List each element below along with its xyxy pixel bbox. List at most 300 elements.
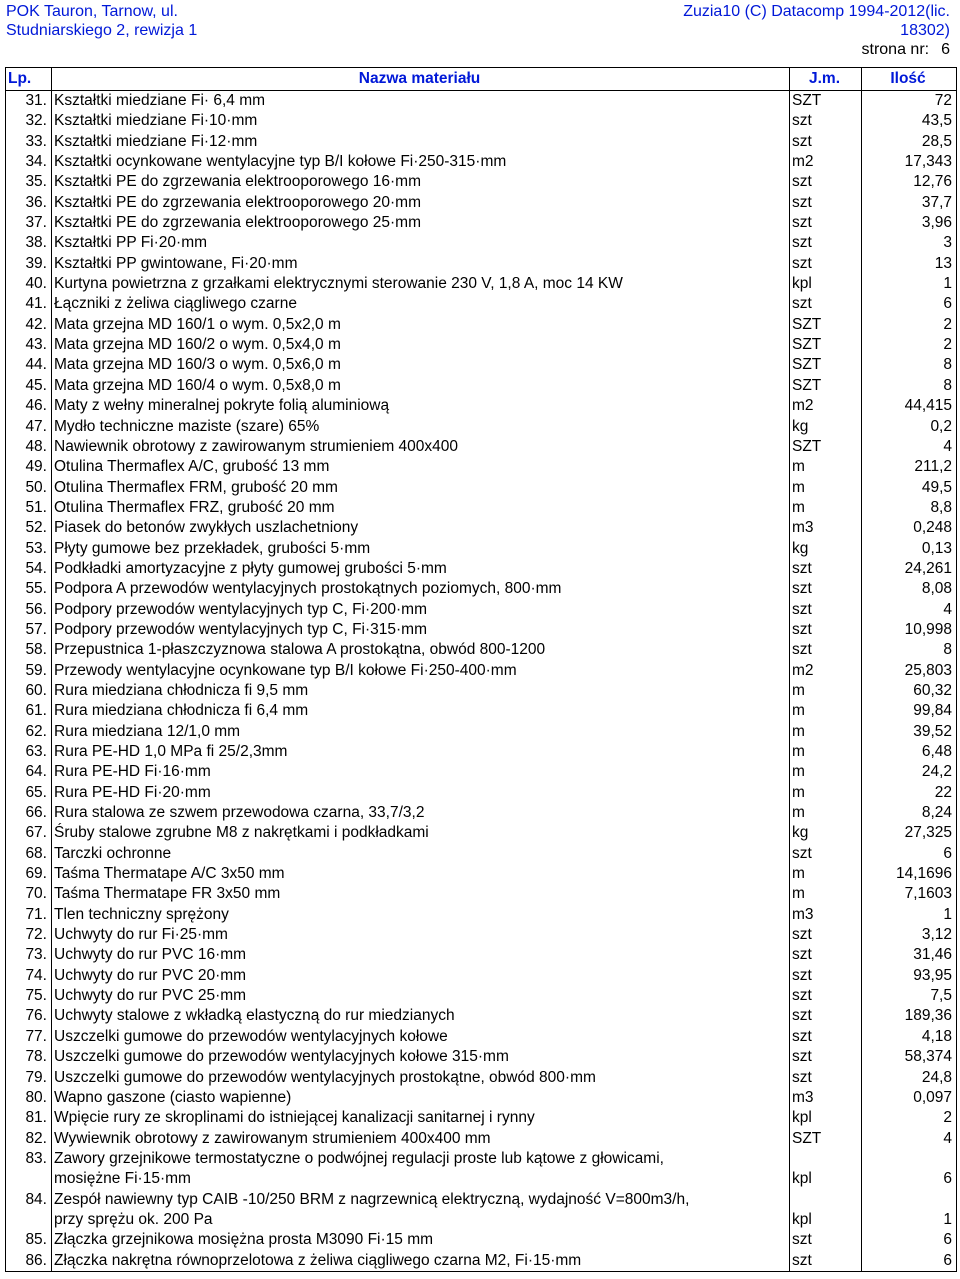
column-header-lp: Lp. bbox=[6, 68, 52, 91]
row-name: Wpięcie rury ze skroplinami do istniejącej kanalizacji sanitarnej i rynny bbox=[52, 1108, 790, 1128]
row-name: Otulina Thermaflex FRZ, grubość 20 mm bbox=[52, 498, 790, 518]
row-unit: szt bbox=[790, 1006, 862, 1026]
row-name: Kształtki PE do zgrzewania elektrooporowego 16·mm bbox=[52, 172, 790, 192]
row-name-continuation: przy sprężu ok. 200 Pa bbox=[52, 1210, 790, 1230]
row-name: Śruby stalowe zgrubne M8 z nakrętkami i podkładkami bbox=[52, 823, 790, 843]
row-qty: 1 bbox=[862, 274, 957, 294]
table-header-row bbox=[6, 68, 957, 91]
row-lp: 44. bbox=[6, 355, 52, 375]
table-row bbox=[6, 376, 957, 396]
row-qty: 189,36 bbox=[862, 1006, 957, 1026]
row-lp: 59. bbox=[6, 661, 52, 681]
row-lp: 64. bbox=[6, 762, 52, 782]
table-row bbox=[6, 518, 957, 538]
table-row bbox=[6, 783, 957, 803]
table-row bbox=[6, 579, 957, 599]
row-lp: 34. bbox=[6, 152, 52, 172]
row-name: Uchwyty do rur Fi·25·mm bbox=[52, 925, 790, 945]
row-unit: kpl bbox=[790, 1169, 862, 1189]
table-row bbox=[6, 417, 957, 437]
row-lp: 82. bbox=[6, 1129, 52, 1149]
row-name: Uchwyty do rur PVC 20·mm bbox=[52, 966, 790, 986]
row-name: Rura PE-HD Fi·16·mm bbox=[52, 762, 790, 782]
row-qty: 12,76 bbox=[862, 172, 957, 192]
row-unit: m bbox=[790, 457, 862, 477]
table-row bbox=[6, 1027, 957, 1047]
row-lp: 79. bbox=[6, 1068, 52, 1088]
row-unit: szt bbox=[790, 986, 862, 1006]
company-info bbox=[6, 2, 197, 40]
row-unit: SZT bbox=[790, 1129, 862, 1149]
row-name-continuation: mosiężne Fi·15·mm bbox=[52, 1169, 790, 1189]
table-row-continuation bbox=[6, 1210, 957, 1230]
row-lp: 31. bbox=[6, 91, 52, 112]
row-qty: 58,374 bbox=[862, 1047, 957, 1067]
row-lp: 76. bbox=[6, 1006, 52, 1026]
row-unit: m bbox=[790, 701, 862, 721]
row-name: Przewody wentylacyjne ocynkowane typ B/I kołowe Fi·250-400·mm bbox=[52, 661, 790, 681]
row-unit: szt bbox=[790, 213, 862, 233]
row-unit: m3 bbox=[790, 1088, 862, 1108]
software-info bbox=[683, 2, 950, 40]
row-unit: szt bbox=[790, 254, 862, 274]
table-row bbox=[6, 620, 957, 640]
row-unit: m bbox=[790, 681, 862, 701]
row-lp: 86. bbox=[6, 1251, 52, 1272]
row-qty: 24,261 bbox=[862, 559, 957, 579]
table-row bbox=[6, 823, 957, 843]
row-unit: m bbox=[790, 498, 862, 518]
row-name: Podpory przewodów wentylacyjnych typ C, Fi·200·mm bbox=[52, 600, 790, 620]
table-row bbox=[6, 213, 957, 233]
row-unit: SZT bbox=[790, 355, 862, 375]
row-unit: kpl bbox=[790, 1210, 862, 1230]
table-row bbox=[6, 986, 957, 1006]
table-row bbox=[6, 355, 957, 375]
row-unit: szt bbox=[790, 193, 862, 213]
company-line-2: Studniarskiego 2, rewizja 1 bbox=[6, 22, 198, 39]
table-row bbox=[6, 925, 957, 945]
table-row bbox=[6, 233, 957, 253]
table-row bbox=[6, 1088, 957, 1108]
table-row bbox=[6, 152, 957, 172]
row-lp: 74. bbox=[6, 966, 52, 986]
row-unit: szt bbox=[790, 966, 862, 986]
row-name: Kurtyna powietrzna z grzałkami elektrycznymi sterowanie 230 V, 1,8 A, moc 14 KW bbox=[52, 274, 790, 294]
row-unit: kg bbox=[790, 417, 862, 437]
row-qty: 44,415 bbox=[862, 396, 957, 416]
row-unit: SZT bbox=[790, 376, 862, 396]
table-row bbox=[6, 1149, 957, 1169]
row-qty: 49,5 bbox=[862, 478, 957, 498]
row-qty: 2 bbox=[862, 315, 957, 335]
row-lp: 32. bbox=[6, 111, 52, 131]
row-name: Podpory przewodów wentylacyjnych typ C, Fi·315·mm bbox=[52, 620, 790, 640]
row-qty: 39,52 bbox=[862, 722, 957, 742]
row-qty: 60,32 bbox=[862, 681, 957, 701]
column-header-unit: J.m. bbox=[790, 68, 862, 91]
row-qty: 31,46 bbox=[862, 945, 957, 965]
row-lp: 63. bbox=[6, 742, 52, 762]
row-lp: 38. bbox=[6, 233, 52, 253]
row-unit: m bbox=[790, 478, 862, 498]
row-lp: 58. bbox=[6, 640, 52, 660]
row-qty: 1 bbox=[862, 1210, 957, 1230]
page-header bbox=[6, 2, 954, 62]
company-line-1: POK Tauron, Tarnow, ul. bbox=[6, 3, 178, 20]
row-qty: 17,343 bbox=[862, 152, 957, 172]
row-name: Kształtki PP gwintowane, Fi·20·mm bbox=[52, 254, 790, 274]
row-unit: m bbox=[790, 783, 862, 803]
row-unit: kg bbox=[790, 539, 862, 559]
row-unit: m bbox=[790, 762, 862, 782]
row-unit: szt bbox=[790, 579, 862, 599]
row-unit: szt bbox=[790, 945, 862, 965]
row-lp: 47. bbox=[6, 417, 52, 437]
row-unit: m2 bbox=[790, 661, 862, 681]
table-row bbox=[6, 1047, 957, 1067]
row-unit: m2 bbox=[790, 152, 862, 172]
row-lp: 71. bbox=[6, 905, 52, 925]
row-name: Wywiewnik obrotowy z zawirowanym strumieniem 400x400 mm bbox=[52, 1129, 790, 1149]
row-unit: SZT bbox=[790, 437, 862, 457]
table-row bbox=[6, 335, 957, 355]
row-qty bbox=[862, 1190, 957, 1210]
row-qty: 7,5 bbox=[862, 986, 957, 1006]
row-name: Płyty gumowe bez przekładek, grubości 5·mm bbox=[52, 539, 790, 559]
row-name: Rura miedziana 12/1,0 mm bbox=[52, 722, 790, 742]
row-lp-empty bbox=[6, 1169, 52, 1189]
row-name: Wapno gaszone (ciasto wapienne) bbox=[52, 1088, 790, 1108]
row-name: Przepustnica 1-płaszczyznowa stalowa A prostokątna, obwód 800-1200 bbox=[52, 640, 790, 660]
row-unit: szt bbox=[790, 111, 862, 131]
row-name: Złączka grzejnikowa mosiężna prosta M3090 Fi·15 mm bbox=[52, 1230, 790, 1250]
row-lp: 43. bbox=[6, 335, 52, 355]
row-qty: 8,24 bbox=[862, 803, 957, 823]
table-row-continuation bbox=[6, 1169, 957, 1189]
row-unit: szt bbox=[790, 294, 862, 314]
row-name: Rura stalowa ze szwem przewodowa czarna, 33,7/3,2 bbox=[52, 803, 790, 823]
row-lp: 39. bbox=[6, 254, 52, 274]
row-qty: 8 bbox=[862, 376, 957, 396]
row-lp: 40. bbox=[6, 274, 52, 294]
row-lp: 67. bbox=[6, 823, 52, 843]
row-qty: 43,5 bbox=[862, 111, 957, 131]
row-lp: 41. bbox=[6, 294, 52, 314]
row-name: Zespół nawiewny typ CAIB -10/250 BRM z nagrzewnicą elektryczną, wydajność V=800m3/h, bbox=[52, 1190, 790, 1210]
row-lp: 62. bbox=[6, 722, 52, 742]
row-lp: 77. bbox=[6, 1027, 52, 1047]
row-qty: 3,96 bbox=[862, 213, 957, 233]
row-lp: 55. bbox=[6, 579, 52, 599]
row-qty: 8 bbox=[862, 640, 957, 660]
row-lp: 68. bbox=[6, 844, 52, 864]
row-qty: 4,18 bbox=[862, 1027, 957, 1047]
row-qty: 99,84 bbox=[862, 701, 957, 721]
row-qty: 4 bbox=[862, 1129, 957, 1149]
row-lp: 50. bbox=[6, 478, 52, 498]
row-name: Taśma Thermatape FR 3x50 mm bbox=[52, 884, 790, 904]
row-unit: m bbox=[790, 803, 862, 823]
materials-table bbox=[5, 67, 957, 1272]
row-lp: 51. bbox=[6, 498, 52, 518]
row-qty bbox=[862, 1149, 957, 1169]
row-qty: 4 bbox=[862, 600, 957, 620]
row-unit: SZT bbox=[790, 315, 862, 335]
table-row bbox=[6, 254, 957, 274]
row-qty: 72 bbox=[862, 91, 957, 112]
row-lp: 65. bbox=[6, 783, 52, 803]
table-row bbox=[6, 803, 957, 823]
table-row bbox=[6, 640, 957, 660]
row-qty: 6 bbox=[862, 1251, 957, 1272]
row-unit: szt bbox=[790, 1230, 862, 1250]
row-unit: m3 bbox=[790, 905, 862, 925]
row-unit: szt bbox=[790, 233, 862, 253]
row-unit: szt bbox=[790, 1251, 862, 1272]
row-qty: 0,248 bbox=[862, 518, 957, 538]
table-row bbox=[6, 600, 957, 620]
row-lp: 48. bbox=[6, 437, 52, 457]
row-unit: szt bbox=[790, 600, 862, 620]
table-row bbox=[6, 396, 957, 416]
row-unit: kpl bbox=[790, 1108, 862, 1128]
table-row bbox=[6, 315, 957, 335]
table-row bbox=[6, 294, 957, 314]
table-body bbox=[6, 91, 957, 1272]
row-unit: m2 bbox=[790, 396, 862, 416]
table-row bbox=[6, 966, 957, 986]
table-row bbox=[6, 1230, 957, 1250]
row-unit: SZT bbox=[790, 91, 862, 112]
row-name: Zawory grzejnikowe termostatyczne o podwójnej regulacji proste lub kątowe z głowicami, bbox=[52, 1149, 790, 1169]
row-unit: szt bbox=[790, 1027, 862, 1047]
table-row bbox=[6, 498, 957, 518]
row-unit: m3 bbox=[790, 518, 862, 538]
row-lp: 54. bbox=[6, 559, 52, 579]
row-lp: 75. bbox=[6, 986, 52, 1006]
row-qty: 24,2 bbox=[862, 762, 957, 782]
row-lp: 52. bbox=[6, 518, 52, 538]
row-qty: 2 bbox=[862, 1108, 957, 1128]
row-lp-empty bbox=[6, 1210, 52, 1230]
row-lp: 36. bbox=[6, 193, 52, 213]
table-row bbox=[6, 478, 957, 498]
row-lp: 85. bbox=[6, 1230, 52, 1250]
row-qty: 6 bbox=[862, 844, 957, 864]
row-name: Kształtki PP Fi·20·mm bbox=[52, 233, 790, 253]
row-qty: 37,7 bbox=[862, 193, 957, 213]
row-lp: 37. bbox=[6, 213, 52, 233]
row-lp: 46. bbox=[6, 396, 52, 416]
table-row bbox=[6, 742, 957, 762]
table-row bbox=[6, 864, 957, 884]
row-qty: 22 bbox=[862, 783, 957, 803]
row-name: Kształtki miedziane Fi· 6,4 mm bbox=[52, 91, 790, 112]
row-lp: 84. bbox=[6, 1190, 52, 1210]
row-name: Piasek do betonów zwykłych uszlachetniony bbox=[52, 518, 790, 538]
table-row bbox=[6, 1129, 957, 1149]
table-row bbox=[6, 91, 957, 112]
row-qty: 25,803 bbox=[862, 661, 957, 681]
row-name: Uszczelki gumowe do przewodów wentylacyjnych kołowe 315·mm bbox=[52, 1047, 790, 1067]
table-row bbox=[6, 945, 957, 965]
row-qty: 6,48 bbox=[862, 742, 957, 762]
row-unit: m bbox=[790, 742, 862, 762]
row-name: Rura miedziana chłodnicza fi 9,5 mm bbox=[52, 681, 790, 701]
row-unit: m bbox=[790, 884, 862, 904]
row-lp: 61. bbox=[6, 701, 52, 721]
row-unit: szt bbox=[790, 620, 862, 640]
page-number: 6 bbox=[941, 41, 950, 58]
row-lp: 45. bbox=[6, 376, 52, 396]
row-lp: 70. bbox=[6, 884, 52, 904]
row-name: Rura PE-HD Fi·20·mm bbox=[52, 783, 790, 803]
row-qty: 2 bbox=[862, 335, 957, 355]
table-row bbox=[6, 661, 957, 681]
row-name: Złączka nakrętna równoprzelotowa z żeliwa ciągliwego czarna M2, Fi·15·mm bbox=[52, 1251, 790, 1272]
row-name: Uszczelki gumowe do przewodów wentylacyjnych prostokątne, obwód 800·mm bbox=[52, 1068, 790, 1088]
table-row bbox=[6, 1251, 957, 1272]
table-row bbox=[6, 762, 957, 782]
row-unit: szt bbox=[790, 844, 862, 864]
row-lp: 60. bbox=[6, 681, 52, 701]
row-qty: 0,097 bbox=[862, 1088, 957, 1108]
row-qty: 28,5 bbox=[862, 132, 957, 152]
row-name: Tlen techniczny sprężony bbox=[52, 905, 790, 925]
row-lp: 49. bbox=[6, 457, 52, 477]
row-unit: kpl bbox=[790, 274, 862, 294]
row-unit: szt bbox=[790, 132, 862, 152]
row-unit: szt bbox=[790, 1068, 862, 1088]
row-lp: 56. bbox=[6, 600, 52, 620]
row-name: Otulina Thermaflex A/C, grubość 13 mm bbox=[52, 457, 790, 477]
table-row bbox=[6, 193, 957, 213]
row-unit: szt bbox=[790, 925, 862, 945]
row-qty: 1 bbox=[862, 905, 957, 925]
row-qty: 27,325 bbox=[862, 823, 957, 843]
row-qty: 6 bbox=[862, 294, 957, 314]
row-name: Maty z wełny mineralnej pokryte folią aluminiową bbox=[52, 396, 790, 416]
row-qty: 13 bbox=[862, 254, 957, 274]
table-row bbox=[6, 274, 957, 294]
row-name: Podkładki amortyzacyjne z płyty gumowej grubości 5·mm bbox=[52, 559, 790, 579]
table-row bbox=[6, 172, 957, 192]
row-lp: 66. bbox=[6, 803, 52, 823]
row-unit: szt bbox=[790, 1047, 862, 1067]
row-name: Uchwyty stalowe z wkładką elastyczną do rur miedzianych bbox=[52, 1006, 790, 1026]
row-name: Uszczelki gumowe do przewodów wentylacyjnych kołowe bbox=[52, 1027, 790, 1047]
row-name: Taśma Thermatape A/C 3x50 mm bbox=[52, 864, 790, 884]
row-lp: 73. bbox=[6, 945, 52, 965]
table-row bbox=[6, 681, 957, 701]
table-row bbox=[6, 722, 957, 742]
row-qty: 3,12 bbox=[862, 925, 957, 945]
table-row bbox=[6, 457, 957, 477]
row-lp: 83. bbox=[6, 1149, 52, 1169]
row-name: Kształtki miedziane Fi·12·mm bbox=[52, 132, 790, 152]
row-lp: 33. bbox=[6, 132, 52, 152]
row-lp: 72. bbox=[6, 925, 52, 945]
row-qty: 211,2 bbox=[862, 457, 957, 477]
row-lp: 80. bbox=[6, 1088, 52, 1108]
row-qty: 7,1603 bbox=[862, 884, 957, 904]
row-unit: m bbox=[790, 864, 862, 884]
row-qty: 8,8 bbox=[862, 498, 957, 518]
row-name: Mata grzejna MD 160/1 o wym. 0,5x2,0 m bbox=[52, 315, 790, 335]
row-qty: 8,08 bbox=[862, 579, 957, 599]
row-lp: 42. bbox=[6, 315, 52, 335]
row-name: Mydło techniczne maziste (szare) 65% bbox=[52, 417, 790, 437]
row-qty: 3 bbox=[862, 233, 957, 253]
table-row bbox=[6, 1190, 957, 1210]
row-qty: 24,8 bbox=[862, 1068, 957, 1088]
row-unit bbox=[790, 1190, 862, 1210]
row-name: Podpora A przewodów wentylacyjnych prostokątnych poziomych, 800·mm bbox=[52, 579, 790, 599]
table-row bbox=[6, 132, 957, 152]
row-name: Rura PE-HD 1,0 MPa fi 25/2,3mm bbox=[52, 742, 790, 762]
row-qty: 0,13 bbox=[862, 539, 957, 559]
row-unit: kg bbox=[790, 823, 862, 843]
table-row bbox=[6, 1108, 957, 1128]
row-qty: 6 bbox=[862, 1230, 957, 1250]
row-lp: 57. bbox=[6, 620, 52, 640]
page-label: strona nr: bbox=[861, 41, 930, 58]
row-unit bbox=[790, 1149, 862, 1169]
row-lp: 78. bbox=[6, 1047, 52, 1067]
table-row bbox=[6, 844, 957, 864]
row-name: Rura miedziana chłodnicza fi 6,4 mm bbox=[52, 701, 790, 721]
row-name: Nawiewnik obrotowy z zawirowanym strumieniem 400x400 bbox=[52, 437, 790, 457]
row-unit: szt bbox=[790, 172, 862, 192]
row-name: Mata grzejna MD 160/3 o wym. 0,5x6,0 m bbox=[52, 355, 790, 375]
row-lp: 69. bbox=[6, 864, 52, 884]
row-qty: 93,95 bbox=[862, 966, 957, 986]
row-name: Mata grzejna MD 160/2 o wym. 0,5x4,0 m bbox=[52, 335, 790, 355]
row-name: Kształtki PE do zgrzewania elektrooporowego 20·mm bbox=[52, 193, 790, 213]
row-unit: szt bbox=[790, 640, 862, 660]
column-header-name: Nazwa materiału bbox=[52, 68, 790, 91]
table-row bbox=[6, 884, 957, 904]
table-row bbox=[6, 111, 957, 131]
row-unit: szt bbox=[790, 559, 862, 579]
table-row bbox=[6, 539, 957, 559]
row-qty: 8 bbox=[862, 355, 957, 375]
row-name: Kształtki miedziane Fi·10·mm bbox=[52, 111, 790, 131]
row-unit: SZT bbox=[790, 335, 862, 355]
column-header-qty: Ilość bbox=[862, 68, 957, 91]
table-row bbox=[6, 905, 957, 925]
row-name: Mata grzejna MD 160/4 o wym. 0,5x8,0 m bbox=[52, 376, 790, 396]
row-name: Otulina Thermaflex FRM, grubość 20 mm bbox=[52, 478, 790, 498]
software-line-1: Zuzia10 (C) Datacomp 1994-2012(lic. bbox=[683, 3, 950, 20]
row-qty: 6 bbox=[862, 1169, 957, 1189]
row-unit: m bbox=[790, 722, 862, 742]
row-lp: 81. bbox=[6, 1108, 52, 1128]
row-name: Uchwyty do rur PVC 16·mm bbox=[52, 945, 790, 965]
table-row bbox=[6, 1006, 957, 1026]
software-line-2: 18302) bbox=[900, 22, 950, 39]
row-name: Łączniki z żeliwa ciągliwego czarne bbox=[52, 294, 790, 314]
row-qty: 4 bbox=[862, 437, 957, 457]
table-row bbox=[6, 559, 957, 579]
row-name: Kształtki ocynkowane wentylacyjne typ B/I kołowe Fi·250-315·mm bbox=[52, 152, 790, 172]
table-row bbox=[6, 437, 957, 457]
row-qty: 14,1696 bbox=[862, 864, 957, 884]
page-number-block bbox=[862, 40, 951, 59]
table-row bbox=[6, 1068, 957, 1088]
table-row bbox=[6, 701, 957, 721]
